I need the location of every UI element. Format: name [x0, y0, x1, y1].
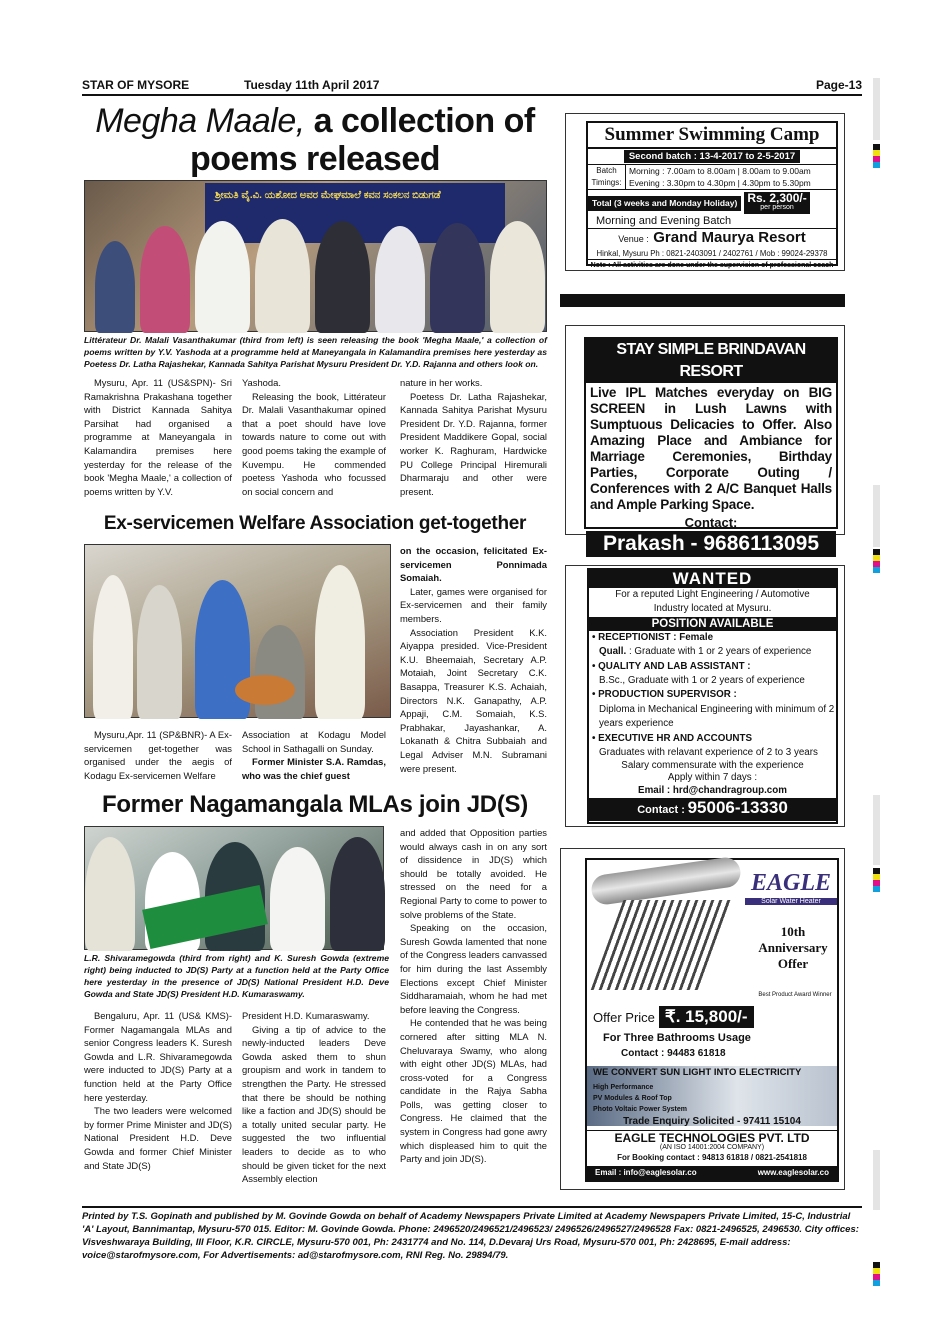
swim-batch-label: Batch Timings: — [588, 165, 626, 189]
registration-marks — [873, 868, 880, 892]
registration-marks — [873, 1262, 880, 1286]
story2-col1: Mysuru,Apr. 11 (SP&BNR)- A Ex-servicemen get-together was organised under the aegis of Kodagu Ex-servicemen Welfare — [84, 729, 232, 781]
paper-name: STAR OF MYSORE — [82, 78, 190, 92]
wanted-p2: • QUALITY AND LAB ASSISTANT : — [592, 660, 751, 672]
ad-wanted — [587, 568, 838, 824]
eagle-trade: Trade Enquiry Solicited - 97411 15104 — [623, 1116, 801, 1127]
ad-eagle — [585, 858, 839, 1182]
swim-venue-label: Venue : — [618, 234, 649, 244]
wanted-p1d: : Graduate with 1 or 2 years of experience — [626, 646, 812, 658]
story2-col2: Association at Kodagu Model School in Sathagalli on Sunday. Former Minister S.A. Ramdas, who was the chief guest — [242, 729, 386, 781]
swim-venue: Grand Maurya Resort — [653, 229, 806, 246]
swim-morning: Morning : 7.00am to 8.00am | 8.00am to 9.00am — [629, 166, 811, 176]
resort-body: Live IPL Matches everyday on BIG SCREEN in Lush Lawns with Sumptuous Delicacies to Offer. Also Amazing Place and Ambiance for Marriage Ceremonies, Birthday Parties, Corporate Outing / Conferences with 2 A/C Banquet Halls and Ample Parking Space. — [590, 385, 832, 512]
swim-title: Summer Swimming Camp — [588, 123, 836, 149]
story3-photo — [84, 826, 384, 950]
story1-col1: Mysuru, Apr. 11 (US&SPN)- Sri Ramakrishna Prakashana together with District Kannada Sahitya Parsihat had organised a programme at Maneyangala in Kalamandira premises here yesterday for the release of the book 'Megha Maale,' a collection of poems written by Y.V. — [84, 377, 232, 497]
story1-photo — [84, 180, 547, 332]
eagle-f3: Photo Voltaic Power System — [593, 1106, 688, 1113]
heater-tubes — [591, 900, 734, 990]
swim-total: Total (3 weeks and Monday Holiday) — [588, 196, 741, 211]
eagle-brand: EAGLE — [750, 870, 831, 896]
page-header — [82, 78, 862, 96]
margin-bar — [873, 1150, 880, 1210]
eagle-email: Email : info@eaglesolar.co — [595, 1168, 697, 1177]
eagle-offer-label: Offer Price — [593, 1009, 655, 1025]
wanted-contact: 95006-13330 — [687, 798, 788, 818]
resort-contact: Prakash - 9686113095 — [586, 531, 836, 557]
eagle-usage: For Three Bathrooms Usage — [603, 1032, 751, 1044]
story1-title-rest: a collection of poems released — [189, 102, 535, 178]
wanted-email: Email : hrd@chandragroup.com — [638, 785, 787, 797]
imprint-footer: Printed by T.S. Gopinath and published by M. Govinde Gowda on behalf of Academy Newspapers Private Limited at Academy Newspapers Private Limited, 15-C, Industrial 'A' Layout, Bannimantap, Mysuru-570 015. Editor: M. Govinde Gowda. Phone: 2496520/2496521/2496523/ 2496526/2496527/2496528 Fax: 0821-2496525, 2496530. City offices: Visveshwaraya Building, III Floor, K.R. CIRCLE, Mysuru-570 001, Ph: 2431774 and No. 114, D.Devaraj Urs Road, Mysuru-570 001, Ph: 2428695, E-mail address: voice@starofmysore.com, For Advertisements: ad@starofmysore.com, RNI Reg. No. 29894/79. — [82, 1206, 862, 1262]
divider-bar — [560, 294, 845, 307]
swim-per: per person — [760, 204, 794, 211]
wanted-p4d: Graduates with relavant experience of 2 to 3 years — [599, 747, 818, 759]
swim-batch: Second batch : 13-4-2017 to 2-5-2017 — [624, 150, 800, 163]
registration-marks — [873, 549, 880, 573]
ad-swimming — [586, 121, 838, 269]
story3-col3: and added that Opposition parties would always cash in on any sort of dissidence in JD(S) which should be totally avoided. He stressed on the need for a Regional Party to come to power to solve problems of the State. Speaking on the occasion, Suresh Gowda lamented that none of the Congress leaders canvassed for him during the last Assembly Elections except Chief Minister Siddharamaiah, whom he had met before leaving the Congress. He contended that he was being cornered after sitting MLA N. Cheluvaraya Swamy, who along with eight other JD(S) MLAs, had cross-voted for a Congress candidate in the Rajya Sabha Polls, was getting closer to Congress. He claimed that the system in Congress had gone awry which displeased him to quit the Party and join JD(S). — [400, 827, 547, 1165]
story3-caption: L.R. Shivaramegowda (third from right) and K. Suresh Gowda (extreme right) being inducted to JD(S) Party at a function held at the Party Office here yesterday in the presence of JD(S) National President H.D. Deve Gowda and State JD(S) President H.D. Kumaraswamy. — [84, 953, 389, 999]
resort-title: STAY SIMPLE BRINDAVAN RESORT — [586, 339, 836, 383]
eagle-f2: PV Modules & Roof Top — [593, 1095, 672, 1102]
story3-col2: President H.D. Kumaraswamy. Giving a tip of advice to the newly-inducted leaders Deve Gowda asked them to shun groupism and work in tandem to strengthen the Party. He stressed that there be should be nothing like a faction and JD(S) should be a totally united secular party. He suggested the two influential leaders to decide as to who should be given ticket for the next Assembly election — [242, 1010, 386, 1185]
margin-bar — [873, 78, 880, 140]
eagle-booking: For Booking contact : 94813 61818 / 0821-2541818 — [617, 1153, 807, 1162]
margin-bar — [873, 795, 880, 865]
wanted-p2d: B.Sc., Graduate with 1 or 2 years of experience — [599, 675, 805, 687]
heater-tank — [590, 856, 743, 907]
wanted-position-title: POSITION AVAILABLE — [589, 617, 836, 631]
story1-col3: nature in her works. Poetess Dr. Latha Rajashekar, Kannada Sahitya Parishat Mysuru President Dr. Y.D. Rajanna, former President Maddikere Gopal, social worker K. Raghuram, Hardwicke PU College Principal Hiremurali Dharmaraju and other were present. — [400, 377, 547, 497]
page-number: Page-13 — [815, 78, 862, 92]
wanted-salary: Salary commensurate with the experience — [621, 760, 804, 772]
issue-date: Tuesday 11th April 2017 — [244, 78, 380, 92]
resort-contact-label: Contact: — [684, 515, 738, 530]
story1-title-italic: Megha Maale, — [95, 102, 305, 140]
swim-batches: Morning and Evening Batch — [588, 214, 836, 229]
photo-banner: ಶ್ರೀಮತಿ ವೈ.ವಿ. ಯಶೋದ ಅವರ ಮೇಘಮಾಲೆ ಕವನ ಸಂಕಲನ ಬಿಡುಗಡೆ — [205, 183, 505, 243]
story1-headline — [82, 102, 548, 178]
swim-address: Hinkal, Mysuru Ph : 0821-2403091 / 2402761 / Mob : 99024-29378 — [588, 248, 836, 260]
story2-col3: on the occasion, felicitated Ex-servicemen Ponnimada Somaiah. Later, games were organised for Ex-servicemen and their family members. Association President K.K. Aiyappa presided. Vice-President K.U. Bheemaiah, Secretary A.P. Motaiah, Joint Secretary C.K. Basappa, Treasurer K.S. Achaiah, Directors N.K. Ganapathy, A.P. Appaji, C.M. Somaiah, K.S. Prabhakar, Jayashankar, A. Lokanath & Chitra Subbaiah and Legal Adviser M.N. Subramani were present. — [400, 545, 547, 774]
eagle-offer-price: ₹. 15,800/- — [659, 1006, 754, 1028]
eagle-contact: Contact : 94483 61818 — [621, 1048, 726, 1059]
eagle-anniversary: 10th Anniversary Offer — [758, 924, 828, 971]
eagle-brand-sub: Solar Water Heater — [745, 898, 837, 905]
ad-resort — [584, 337, 838, 555]
swim-note: Note : All activities are done under the supervision of professional coach — [590, 262, 834, 269]
eagle-f1: High Performance — [593, 1084, 654, 1091]
wanted-p3: • PRODUCTION SUPERVISOR : — [592, 689, 737, 701]
story2-headline: Ex-servicemen Welfare Association get-together — [103, 513, 527, 534]
story3-col1: Bengaluru, Apr. 11 (US& KMS)- Former Nagamangala MLAs and senior Congress leaders K. Suresh Gowda and L.R. Shivaramegowda were inducted to JD(S) Party at a function held at the Party Office here yesterday. The two leaders were welcomed by former Prime Minister and JD(S) National President H.D. Deve Gowda and former Chief Minister and State JD(S) — [84, 1010, 232, 1171]
eagle-convert: WE CONVERT SUN LIGHT INTO ELECTRICITY — [593, 1067, 802, 1078]
swim-price: Rs. 2,300/- — [747, 191, 807, 205]
wanted-apply: Apply within 7 days : — [667, 772, 758, 784]
eagle-award: Best Product Award Winner — [758, 992, 832, 998]
eagle-iso: (AN ISO 14001:2004 COMPANY) — [659, 1144, 765, 1151]
eagle-company: EAGLE TECHNOLOGIES PVT. LTD — [587, 1130, 837, 1145]
swim-evening: Evening : 3.30pm to 4.30pm | 4.30pm to 5.30pm — [629, 178, 811, 188]
eagle-web: www.eaglesolar.co — [757, 1168, 829, 1177]
wanted-intro: For a reputed Light Engineering / Automotive Industry located at Mysuru. — [615, 589, 810, 615]
wanted-p3d: Diploma in Mechanical Engineering with minimum of 2 years experience — [599, 703, 835, 730]
story3-headline: Former Nagamangala MLAs join JD(S) — [102, 791, 528, 818]
registration-marks — [873, 144, 880, 168]
story1-caption: Littérateur Dr. Malali Vasanthakumar (third from left) is seen releasing the book 'Megha Maale,' a collection of poems written by Y.V. Yashoda at a programme held at Maneyangala in Kalamandira premises here yesterday as Poetess Dr. Latha Rajashekar, Kannada Sahitya Parishat Mysuru President Dr. Y.D. Rajanna and others look on. — [84, 335, 547, 369]
story1-col2: Yashoda. Releasing the book, Littérateur Dr. Malali Vasanthakumar opined that a poet should have love towards nature to come out with good poems taking the example of Kuvempu. He commended poetess Yashoda who focussed on social concern and — [242, 377, 386, 497]
wanted-p4: • EXECUTIVE HR AND ACCOUNTS — [592, 732, 753, 744]
margin-bar — [873, 485, 880, 547]
wanted-title: WANTED — [589, 570, 836, 588]
wanted-contact-label: Contact : — [637, 804, 685, 817]
story2-photo — [84, 544, 391, 718]
wanted-p1d-label: Quall. — [599, 646, 627, 658]
wanted-p1: • RECEPTIONIST : Female — [592, 631, 714, 643]
